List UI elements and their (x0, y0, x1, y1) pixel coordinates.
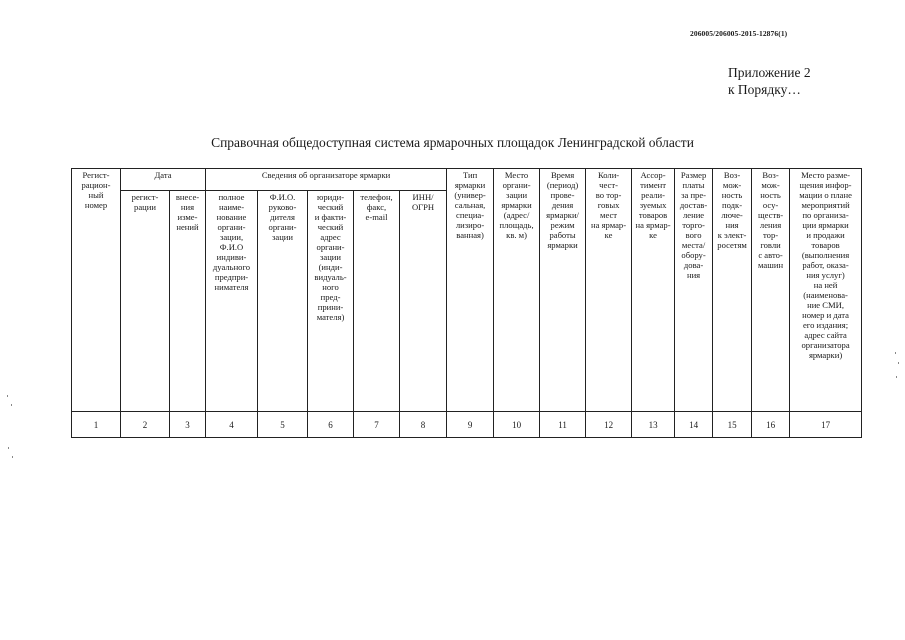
column-number: 1 (72, 412, 121, 438)
column-number: 17 (790, 412, 862, 438)
scan-speck (8, 447, 9, 449)
scan-speck (896, 376, 897, 378)
column-number: 14 (675, 412, 713, 438)
col-date-changes: внесе- ния изме- нений (170, 191, 206, 412)
column-number: 12 (586, 412, 632, 438)
col-registration-number: Регист- рацион- ный номер (72, 169, 121, 412)
column-number: 5 (258, 412, 308, 438)
column-number: 4 (206, 412, 258, 438)
col-fair-type: Тип ярмарки (универ- сальная, специа- лизиро- ванная) (447, 169, 494, 412)
document-id-code: 206005/206005-2015-12876(1) (690, 29, 788, 38)
column-number: 6 (308, 412, 354, 438)
column-number: 7 (354, 412, 400, 438)
header-row-1 (72, 169, 862, 191)
col-fair-place: Место органи- зации ярмарки (адрес/ площадь, кв. м) (494, 169, 540, 412)
scan-speck (7, 395, 8, 397)
appendix-reference (728, 64, 811, 98)
scan-speck (898, 362, 899, 364)
column-number: 8 (400, 412, 447, 438)
document-title: Справочная общедоступная система ярмарочных площадок Ленинградской области (211, 135, 694, 150)
col-org-inn: ИНН/ ОГРН (400, 191, 447, 412)
column-number: 11 (540, 412, 586, 438)
col-org-contacts: телефон, факс, e-mail (354, 191, 400, 412)
col-fee: Размер платы за пре- достав- ление торго- вого места/ обору- дова- ния (675, 169, 713, 412)
scan-speck (895, 352, 896, 354)
col-org-full-name: полное наиме- нование органи- зации, Ф.И.О индиви- дуального предпри- нимателя (206, 191, 258, 412)
column-number-row (72, 412, 862, 438)
column-number: 3 (170, 412, 206, 438)
fair-registry-table (71, 168, 862, 438)
column-number: 16 (752, 412, 790, 438)
col-assortment: Ассор- тимент реали- зуемых товаров на ярмар- ке (632, 169, 675, 412)
col-date-registration: регист- рации (121, 191, 170, 412)
col-places-count: Коли- чест- во тор- говых мест на ярмар- ке (586, 169, 632, 412)
column-number: 2 (121, 412, 170, 438)
group-organizer: Сведения об организаторе ярмарки (206, 169, 447, 191)
group-date: Дата (121, 169, 206, 191)
column-number: 15 (713, 412, 752, 438)
col-power: Воз- мож- ность подк- люче- ния к элект- росетям (713, 169, 752, 412)
column-number: 13 (632, 412, 675, 438)
column-number: 10 (494, 412, 540, 438)
scan-speck (12, 456, 13, 458)
scan-speck (11, 404, 12, 406)
col-org-address: юриди- ческий и факти- ческий адрес органи- зации (инди- видуаль- ного пред- прини- мателя) (308, 191, 354, 412)
col-vehicles: Воз- мож- ность осу- ществ- ления тор- говли с авто- машин (752, 169, 790, 412)
column-number: 9 (447, 412, 494, 438)
col-fair-time: Время (период) прове- дения ярмарки/ режим работы ярмарки (540, 169, 586, 412)
appendix-line-1: Приложение 2 (728, 65, 811, 80)
appendix-line-2: к Порядку… (728, 82, 801, 97)
col-org-head: Ф.И.О. руково- дителя органи- зации (258, 191, 308, 412)
col-info-placement: Место разме- щения инфор- мации о плане мероприятий по организа- ции ярмарки и продажи товаров (выполнения работ, оказа- ния услуг) на ней (наименова- ние СМИ, номер и дата его издания; адрес сайта организатора ярмарки) (790, 169, 862, 412)
